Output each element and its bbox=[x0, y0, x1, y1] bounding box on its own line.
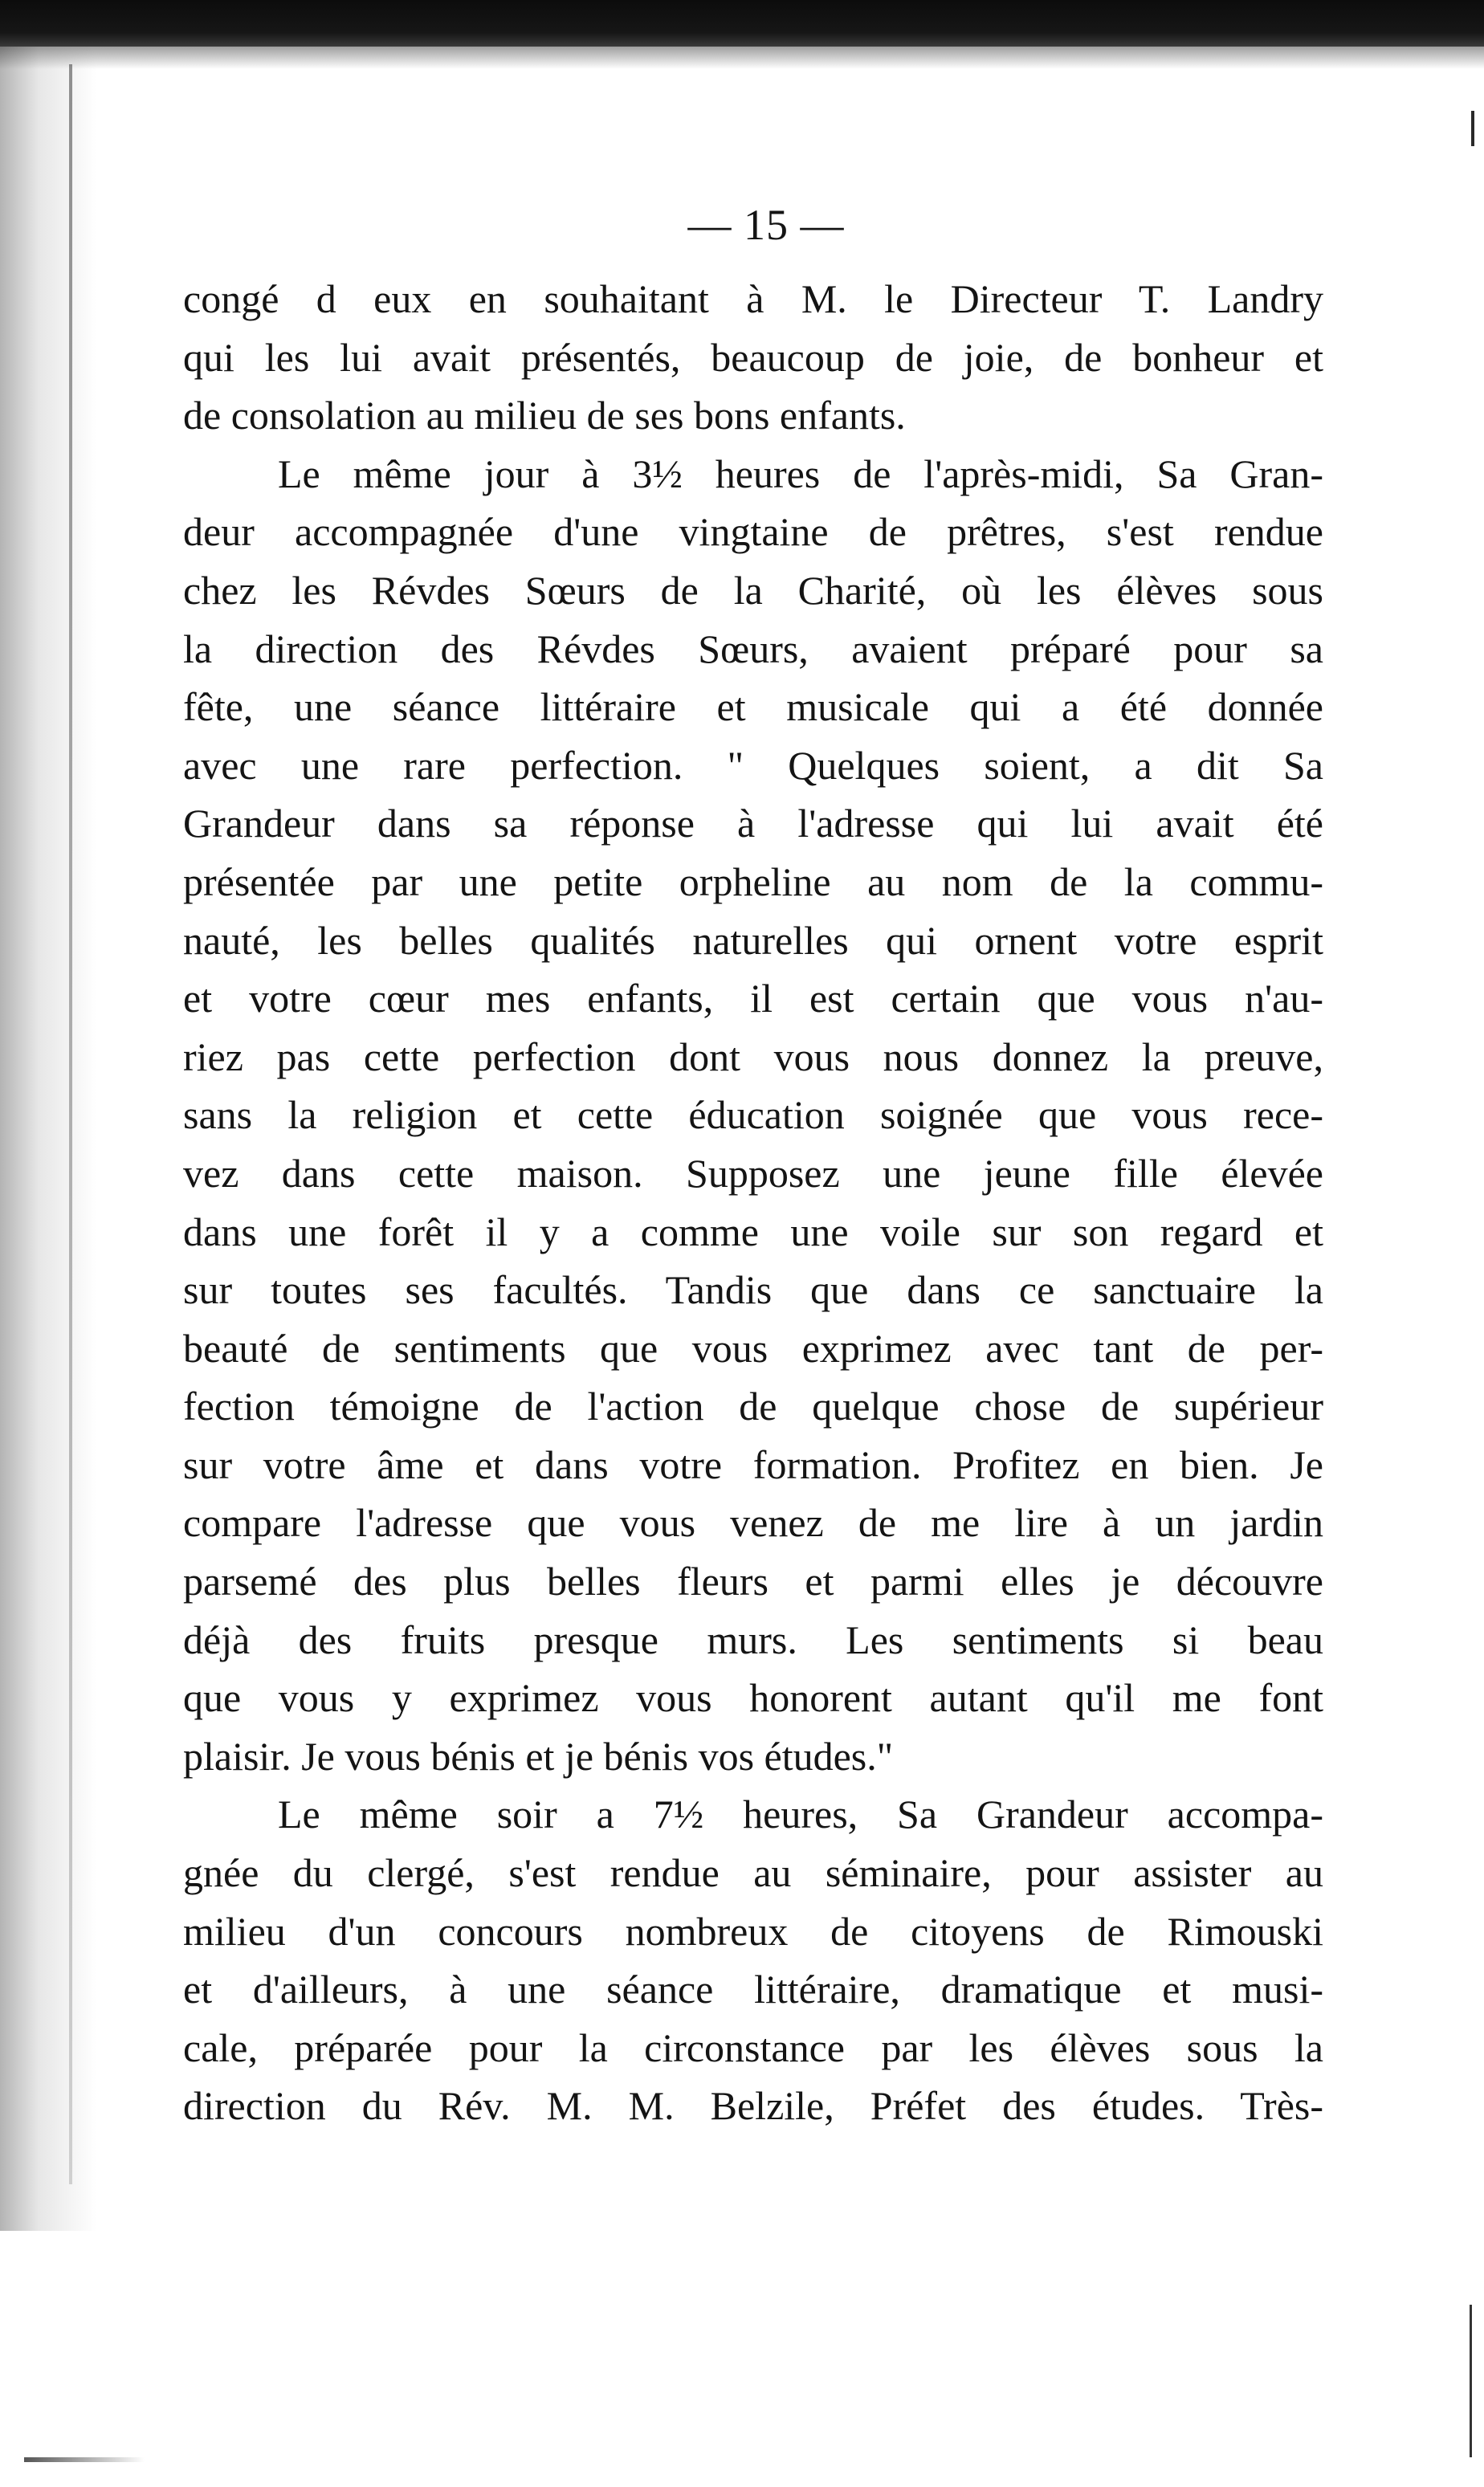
scan-mark bbox=[1471, 111, 1474, 146]
text-line: beauté de sentiments que vous exprimez avec tant de per- bbox=[183, 1325, 1323, 1371]
text-line: gnée du clergé, s'est rendue au séminaire, pour assister au bbox=[183, 1850, 1323, 1896]
text-line: fête, une séance littéraire et musicale qui a été donnée bbox=[183, 684, 1323, 730]
text-line: congé d eux en souhaitant à M. le Directeur T. Landry bbox=[183, 276, 1323, 321]
text-line: chez les Révdes Sœurs de la Charité, où les élèves sous bbox=[183, 567, 1323, 613]
scan-shadow-left bbox=[0, 47, 96, 2231]
text-line: et votre cœur mes enfants, il est certain que vous n'au- bbox=[183, 976, 1323, 1021]
text-line: Le même jour à 3½ heures de l'après-midi, Sa Gran- bbox=[278, 451, 1323, 496]
text-line: sans la religion et cette éducation soignée que vous rece- bbox=[183, 1092, 1323, 1138]
text-line: de consolation au milieu de ses bons enfants. bbox=[183, 393, 906, 438]
text-line: plaisir. Je vous bénis et je bénis vos études." bbox=[183, 1733, 894, 1779]
text-line: Le même soir a 7½ heures, Sa Grandeur accompa- bbox=[278, 1792, 1323, 1837]
text-line: déjà des fruits presque murs. Les sentiments si beau bbox=[183, 1617, 1323, 1662]
text-line: avec une rare perfection. " Quelques soient, a dit Sa bbox=[183, 742, 1323, 788]
text-line: cale, préparée pour la circonstance par les élèves sous la bbox=[183, 2024, 1323, 2070]
text-line: présentée par une petite orpheline au nom de la commu- bbox=[183, 858, 1323, 904]
scan-mark bbox=[24, 2457, 145, 2462]
text-line: parsemé des plus belles fleurs et parmi elles je découvre bbox=[183, 1559, 1323, 1604]
text-line: milieu d'un concours nombreux de citoyens de Rimouski bbox=[183, 1908, 1323, 1954]
scan-shadow-top bbox=[0, 47, 1484, 69]
text-line: Grandeur dans sa réponse à l'adresse qui lui avait été bbox=[183, 801, 1323, 846]
text-line: nauté, les belles qualités naturelles qui ornent votre esprit bbox=[183, 917, 1323, 963]
scan-binding-edge bbox=[69, 64, 72, 2184]
text-line: deur accompagnée d'une vingtaine de prêtres, s'est rendue bbox=[183, 509, 1323, 555]
text-line: sur toutes ses facultés. Tandis que dans ce sanctuaire la bbox=[183, 1267, 1323, 1313]
text-line: vez dans cette maison. Supposez une jeune fille élevée bbox=[183, 1150, 1323, 1196]
text-line: que vous y exprimez vous honorent autant qu'il me font bbox=[183, 1675, 1323, 1721]
text-line: sur votre âme et dans votre formation. Profitez en bien. Je bbox=[183, 1441, 1323, 1487]
text-line: direction du Rév. M. M. Belzile, Préfet des études. Très- bbox=[183, 2083, 1323, 2129]
page-number: — 15 — bbox=[687, 201, 845, 249]
text-line: fection témoigne de l'action de quelque chose de supérieur bbox=[183, 1384, 1323, 1429]
text-line: compare l'adresse que vous venez de me lire à un jardin bbox=[183, 1500, 1323, 1546]
scan-border-top bbox=[0, 0, 1484, 47]
body-text bbox=[183, 270, 1323, 2135]
text-line: et d'ailleurs, à une séance littéraire, dramatique et musi- bbox=[183, 1967, 1323, 2012]
text-line: la direction des Révdes Sœurs, avaient préparé pour sa bbox=[183, 626, 1323, 671]
text-line: riez pas cette perfection dont vous nous donnez la preuve, bbox=[183, 1034, 1323, 1079]
text-line: dans une forêt il y a comme une voile sur son regard et bbox=[183, 1209, 1323, 1254]
scan-mark bbox=[1470, 2305, 1472, 2457]
text-line: qui les lui avait présentés, beaucoup de joie, de bonheur et bbox=[183, 334, 1323, 380]
